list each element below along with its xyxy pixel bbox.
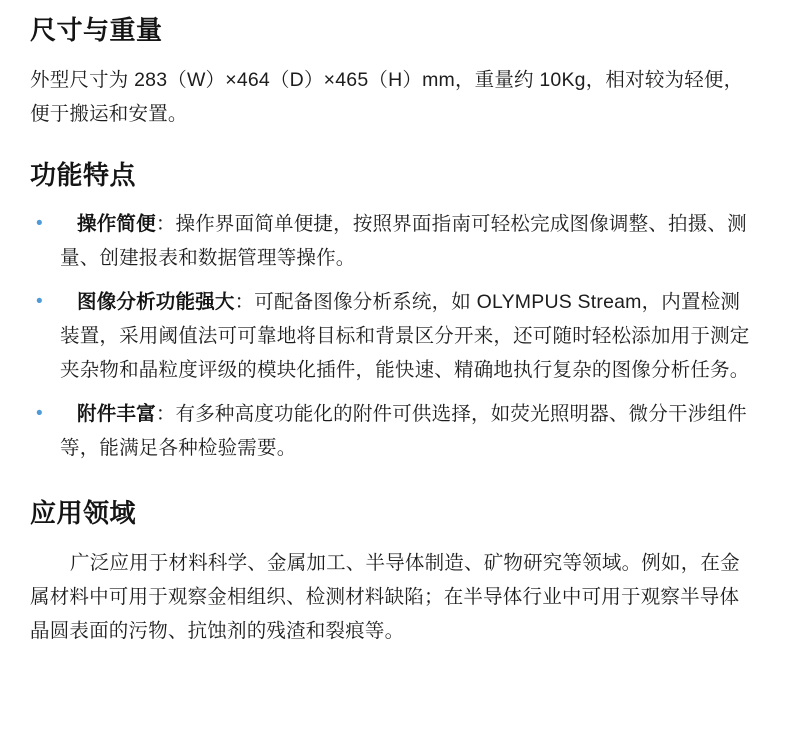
list-item-lead: 图像分析功能强大 — [77, 291, 235, 313]
section-heading: 功能特点 — [30, 159, 137, 190]
spacer — [30, 475, 757, 497]
list-item-text — [60, 207, 757, 275]
list-item-text — [60, 285, 757, 387]
list-item-body: ：操作界面简单便捷，按照界面指南可轻松完成图像调整、拍摄、测量、创建报表和数据管理等操作。 — [60, 213, 747, 269]
list-item-body: ：可配备图像分析系统，如 OLYMPUS Stream，内置检测装置，采用阈值法可可靠地将目标和背景区分开来，还可随时轻松添加用于测定夹杂物和晶粒度评级的模块化插件，能快速、精确地执行复杂的图像分析任务。 — [60, 291, 750, 381]
section-features — [30, 159, 757, 466]
list-item — [30, 207, 757, 275]
section-heading: 尺寸与重量 — [30, 15, 163, 45]
section-heading: 应用领域 — [30, 498, 137, 528]
list-item-lead: 操作简便 — [77, 213, 156, 235]
list-item — [30, 285, 757, 387]
list-item-lead: 附件丰富 — [77, 403, 156, 425]
list-item-text — [60, 397, 757, 465]
section-applications — [30, 497, 757, 648]
list-item-body: ：有多种高度功能化的附件可供选择，如荧光照明器、微分干涉组件等，能满足各种检验需要。 — [60, 403, 747, 459]
list-item — [30, 397, 757, 465]
section-paragraph: 广泛应用于材料科学、金属加工、半导体制造、矿物研究等领域。例如，在金属材料中可用于观察金相组织、检测材料缺陷；在半导体行业中可用于观察半导体晶圆表面的污物、抗蚀剂的残渣和裂痕等。 — [30, 551, 740, 642]
spacer — [30, 137, 757, 159]
bullet-icon: • — [36, 291, 43, 312]
bullet-icon: • — [36, 213, 43, 234]
bullet-icon: • — [36, 403, 43, 424]
section-paragraph: 外型尺寸为 283（W）×464（D）×465（H）mm，重量约 10Kg，相对较为轻便，便于搬运和安置。 — [30, 68, 744, 125]
section-dimensions-weight — [30, 14, 757, 131]
